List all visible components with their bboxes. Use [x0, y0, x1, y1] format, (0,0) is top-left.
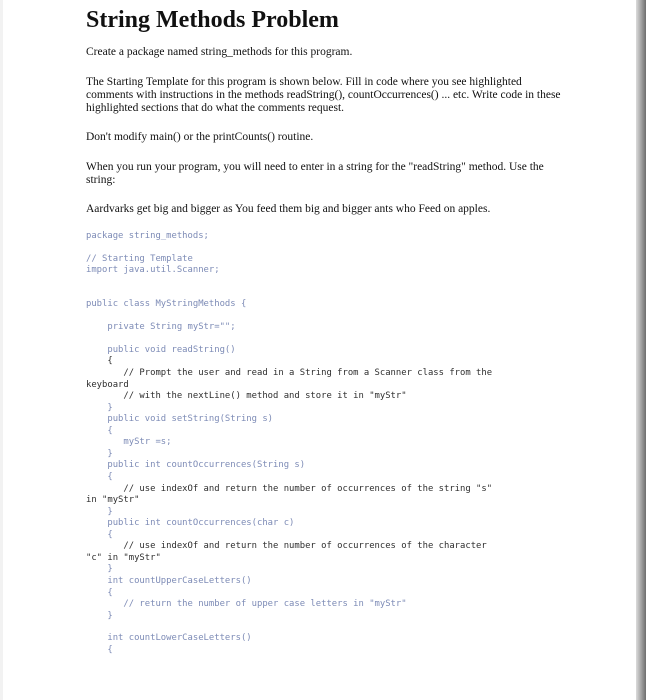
code-read-close: }: [86, 403, 113, 413]
code-line-set-open: [86, 426, 113, 438]
code-comment-template: // Starting Template: [86, 254, 193, 264]
code-count-s-comment-2: in "myStr": [86, 495, 140, 505]
code-line-count-c-sig: [86, 518, 294, 530]
code-read-comment-2: keyboard: [86, 380, 129, 390]
code-line-read-c1: [86, 368, 492, 380]
code-import: import java.util.Scanner;: [86, 265, 220, 275]
code-read-sig: public void readString(): [86, 345, 236, 355]
code-count-c-open: {: [86, 530, 113, 540]
code-line-upper-open: [86, 588, 113, 600]
code-read-comment-3: // with the nextLine() method and store it in "myStr": [86, 391, 407, 401]
code-count-s-sig: public int countOccurrences(String s): [86, 460, 306, 470]
code-line-upper-close: [86, 611, 113, 623]
code-line-count-c-c2: [86, 553, 161, 565]
code-line-lower-open: [86, 645, 113, 657]
code-upper-comment-1: // return the number of upper case letters in "myStr": [86, 599, 407, 609]
code-set-open: {: [86, 426, 113, 436]
code-count-c-sig: public int countOccurrences(char c): [86, 518, 295, 528]
code-line-read-c2: [86, 380, 129, 392]
code-line-count-c-c1: [86, 541, 487, 553]
code-line-field: [86, 322, 236, 334]
page-right-border: [636, 0, 646, 700]
code-upper-close: }: [86, 611, 113, 621]
code-line-set-sig: [86, 414, 273, 426]
code-line-count-c-close: [86, 564, 113, 576]
code-read-open: {: [86, 356, 113, 366]
code-line-read-sig: [86, 345, 236, 357]
code-line-read-close: [86, 403, 113, 415]
code-count-c-comment-1: // use indexOf and return the number of occurrences of the character: [86, 541, 487, 551]
code-line-count-s-c1: [86, 484, 492, 496]
code-line-lower-sig: [86, 633, 252, 645]
code-set-close: }: [86, 449, 113, 459]
code-count-s-open: {: [86, 472, 113, 482]
code-line-count-c-open: [86, 530, 113, 542]
code-count-s-comment-1: // use indexOf and return the number of occurrences of the string "s": [86, 484, 493, 494]
code-package: package string_methods;: [86, 231, 209, 241]
code-line-package: [86, 231, 209, 243]
code-read-comment-1: // Prompt the user and read in a String from a Scanner class from the: [86, 368, 493, 378]
code-upper-sig: int countUpperCaseLetters(): [86, 576, 252, 586]
code-line-set-close: [86, 449, 113, 461]
paragraph-input-string: Aardvarks get big and bigger as You feed them big and bigger ants who Feed on apples.: [86, 203, 491, 215]
code-count-s-close: }: [86, 507, 113, 517]
paragraph-template: The Starting Template for this program is shown below. Fill in code where you see highlighted comments with instructions in the methods readString(), countOccurrences() ... etc. Write code in these highlighted sections that do what the comments request.: [86, 76, 561, 114]
paragraph-package: Create a package named string_methods for this program.: [86, 46, 353, 58]
code-count-c-close: }: [86, 564, 113, 574]
code-class-decl: public class MyStringMethods {: [86, 299, 247, 309]
paragraph-dont-modify: Don't modify main() or the printCounts() routine.: [86, 131, 314, 143]
code-line-class: [86, 299, 246, 311]
code-line-count-s-c2: [86, 495, 139, 507]
code-line-import: [86, 265, 220, 277]
page-edge-shade: [0, 0, 3, 700]
code-line-set-body: [86, 437, 172, 449]
code-upper-open: {: [86, 588, 113, 598]
code-set-body: myStr =s;: [86, 437, 172, 447]
code-line-count-s-sig: [86, 460, 305, 472]
code-line-comment: [86, 254, 193, 266]
code-count-c-comment-2: "c" in "myStr": [86, 553, 161, 563]
code-line-read-open: [86, 356, 113, 368]
code-line-count-s-close: [86, 507, 113, 519]
paragraph-run-instructions: When you run your program, you will need to enter in a string for the "readString" method. Use the string:: [86, 161, 544, 186]
page-title: String Methods Problem: [86, 7, 339, 33]
document-page: [86, 0, 566, 215]
code-line-upper-c1: [86, 599, 407, 611]
code-lower-sig: int countLowerCaseLetters(): [86, 633, 252, 643]
code-line-count-s-open: [86, 472, 113, 484]
code-set-sig: public void setString(String s): [86, 414, 274, 424]
code-line-upper-sig: [86, 576, 252, 588]
code-field: private String myStr="";: [86, 322, 236, 332]
code-line-read-c3: [86, 391, 407, 403]
code-lower-open: {: [86, 645, 113, 655]
